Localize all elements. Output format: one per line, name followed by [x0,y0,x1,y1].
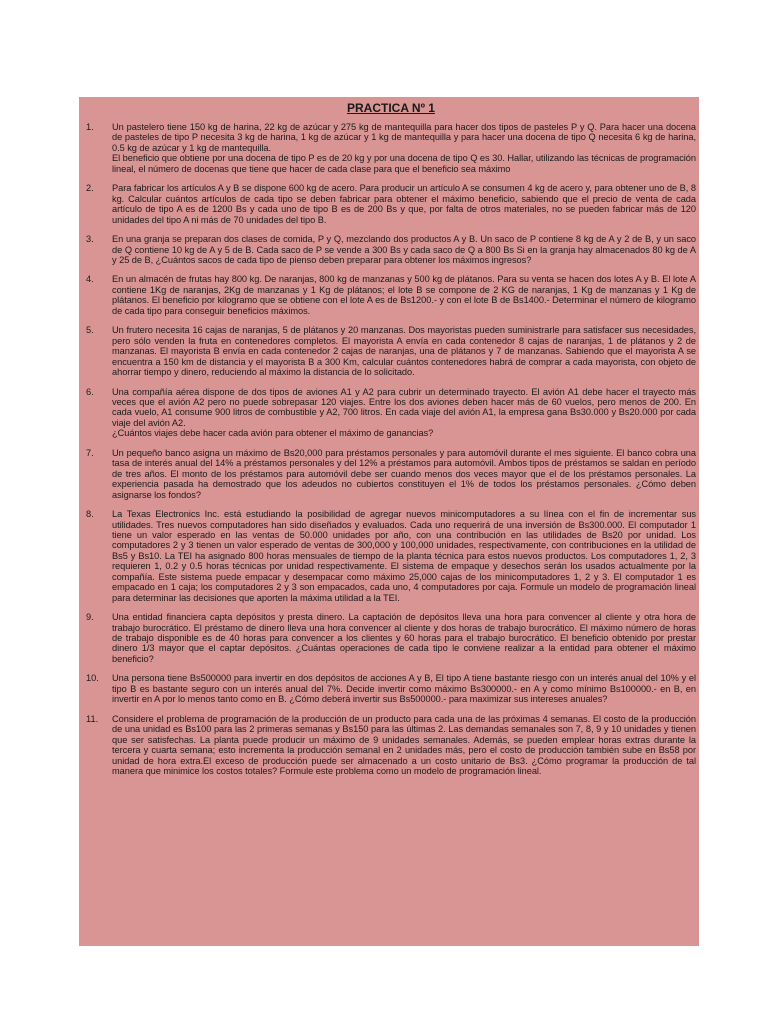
problem-text [112,387,696,439]
problem-text [112,612,696,664]
problem-text [112,714,696,777]
problem-paragraph: En un almacén de frutas hay 800 kg. De naranjas, 800 kg de manzanas y 500 kg de plátanos. Para su venta se hacen dos lotes A y B. El lote A contiene 1Kg de naranjas, 2Kg de manzanas y 1 Kg de plátanos; el lote B se compone de 2 KG de naranjas, 1 Kg de manzanas y 1 Kg de plátanos. El beneficio por kilogramo que se obtiene con el lote A es de Bs1200.- y con el lote B de Bs1400.- Determinar el número de kilogramo de cada tipo para conseguir beneficios máximos. [112,274,696,316]
problem-text [112,122,696,174]
problem-text [112,509,696,603]
problem-item [86,183,696,225]
problem-text [112,274,696,316]
problem-item [86,122,696,174]
problem-paragraph: Para fabricar los artículos A y B se dispone 600 kg de acero. Para producir un artículo A se consumen 4 kg de acero y, para obtener uno de B, 8 kg. Calcular cuántos artículos de cada tipo se deben fabricar para obtener el máximo beneficio, sabiendo que el precio de venta de cada artículo de tipo A es de 1200 Bs y cada uno de tipo B es de 200 Bs y que, por falta de otros materiales, no se pueden fabricar más de 120 unidades del tipo A ni más de 70 unidades del tipo B. [112,183,696,225]
problem-number: 2. [86,183,94,194]
problem-text [112,234,696,265]
problem-number: 1. [86,122,94,132]
problem-paragraph: Una persona tiene Bs500000 para invertir en dos depósitos de acciones A y B, El tipo A tiene bastante riesgo con un interés anual del 10% y el tipo B es bastante seguro con un interés anual del 7%. Decide invertir como máximo Bs300000.- en A y como mínimo Bs100000.- en B, en invertir en A por lo menos tanto como en B. ¿Cómo deberá invertir sus Bs500000.- para maximizar sus intereses anuales? [112,673,696,705]
problem-text [112,325,696,377]
problem-item [86,612,696,664]
problem-paragraph: ¿Cuántos viajes debe hacer cada avión para obtener el máximo de ganancias? [112,428,434,439]
problem-number: 4. [86,274,94,285]
problem-item [86,714,696,777]
problem-number: 11. [86,713,99,724]
problem-item [86,448,696,500]
problem-number: 5. [86,325,94,336]
problem-item [86,274,696,316]
problem-item [86,325,696,377]
problem-paragraph: Un frutero necesita 16 cajas de naranjas, 5 de plátanos y 20 manzanas. Dos mayoristas pueden suministrarle para satisfacer sus necesidades, pero sólo venden la fruta en contenedores completos. El mayorista A envía en cada contenedor 8 cajas de naranjas, 1 de plátanos y 2 de manzanas. El mayorista B envía en cada contenedor 2 cajas de naranjas, una de plátanos y 7 de manzanas. Sabiendo que el mayorista A se encuentra a 150 km de distancia y el mayorista B a 300 Km, calcular cuántos contenedores habrá de comprar a cada mayorista, con objeto de ahorrar tiempo y dinero, reduciendo al máximo la distancia de lo solicitado. [112,325,696,378]
problem-item [86,673,696,704]
problem-paragraph: Un pastelero tiene 150 kg de harina, 22 kg de azúcar y 275 kg de mantequilla para hacer dos tipos de pasteles P y Q. Para hacer una docena de pasteles de tipo P necesita 3 kg de harina, 1 kg de azúcar y 1 kg de mantequilla y para hacer una docena de tipo Q necesita 6 kg de harina, 0.5 kg de azúcar y 1 kg de mantequilla. [112,122,696,153]
problem-number: 9. [86,612,94,623]
problem-paragraph: Una entidad financiera capta depósitos y presta dinero. La captación de depósitos lleva una hora para convencer al cliente y otra hora de trabajo burocrático. El préstamo de dinero lleva una hora convencer al cliente y dos horas de trabajo burocrático. El máximo número de horas de trabajo disponible es de 40 horas para convencer a los clientes y 60 horas para el trabajo burocrático. El beneficio obtenido por prestar dinero 1/3 mayor que el captar depósitos. ¿Cuántas operaciones de cada tipo le conviene realizar a la entidad para obtener el máximo beneficio? [112,612,696,664]
document-page [79,97,699,946]
problem-paragraph: En una granja se preparan dos clases de comida, P y Q, mezclando dos productos A y B. Un saco de P contiene 8 kg de A y 2 de B, y un saco de Q contiene 10 kg de A y 5 de B. Cada saco de P se vende a 300 Bs y cada saco de Q a 800 Bs Si en la granja hay almacenados 80 kg de A y 25 de B, ¿Cuántos sacos de cada tipo de pienso deben preparar para obtener los máximos ingresos? [112,234,696,265]
problem-number: 3. [86,234,94,245]
problem-number: 7. [86,447,94,458]
problem-paragraph: La Texas Electronics Inc. está estudiando la posibilidad de agregar nuevos minicomputadores a su línea con el fin de incrementar sus utilidades. Tres nuevos computadores han sido diseñados y evaluados. Cada uno requerirá de una inversión de Bs300.000. El computador 1 tiene un valor esperado en las ventas de 50.000 unidades por año, con una contribución en las utilidades de Bs20 por unidad. Los computadores 2 y 3 tienen un valor esperado de ventas de 300,000 y 100,000 unidades, respectivamente, con contribuciones en la utilidad de Bs5 y Bs10. La TEI ha asignado 800 horas mensuales de tiempo de la planta técnica para estos nuevos productos. Los computadores 1, 2, 3 requieren 1, 0.2 y 0.5 horas técnicas por unidad respectivamente. El sistema de empaque y desechos serán los usados actualmente por la compañía. Este sistema puede empacar y desempacar como máximo 25,000 cajas de los minicomputadores 1, 2 y 3. El computador 1 es empacado en 1 caja; los computadores 2 y 3 son empacados, cada uno, 4 computadores por caja. Formule un modelo de programación lineal para determinar las decisiones que aporten la máxima utilidad a la TEI. [112,509,696,603]
problem-paragraph: Considere el problema de programación de la producción de un producto para cada una de las próximas 4 semanas. El costo de la producción de una unidad es Bs100 para las 2 primeras semanas y Bs150 para las últimas 2. Las demandas semanales son 7, 8, 9 y 10 unidades y tienen que ser satisfechas. La planta puede producir un máximo de 9 unidades semanales. Además, se pueden emplear horas extras durante la tercera y cuarta semana; esto incrementa la producción semanal en 2 unidades más, pero el costo de producción también sube en Bs58 por unidad de hora extra.El exceso de producción puede ser almacenado a un costo unitario de Bs3. ¿Cómo programar la producción de tal manera que minimice los costos totales? Formule este problema como un modelo de programación lineal. [112,713,696,777]
problem-text [112,448,696,500]
problem-number: 10. [86,673,99,684]
problem-item [86,234,696,265]
problem-paragraph: Un pequeño banco asigna un máximo de Bs20,000 para préstamos personales y para automóvil durante el mes siguiente. El banco cobra una tasa de interés anual del 14% a préstamos personales y del 12% a préstamos para automóvil. Ambos tipos de préstamos se saldan en período de tres años. El monto de los préstamos para automóvil debe ser cuando menos dos veces mayor que el de los préstamos personales. La experiencia pasada ha demostrado que los adeudos no cubiertos constituyen el 1% de todos los préstamos personales. ¿Cómo deben asignarse los fondos? [112,447,696,500]
problem-item [86,387,696,439]
problem-item [86,509,696,603]
page-title: PRACTICA Nº 1 [347,101,435,115]
problem-list [86,122,696,776]
problem-paragraph: El beneficio que obtiene por una docena de tipo P es de 20 kg y por una docena de tipo Q es 30. Hallar, utilizando las técnicas de programación lineal, el número de docenas que tiene que hacer de cada clase para que el beneficio sea máximo [112,153,696,174]
problem-paragraph: Una compañía aérea dispone de dos tipos de aviones A1 y A2 para cubrir un determinado trayecto. El avión A1 debe hacer el trayecto más veces que el avión A2 pero no puede sobrepasar 120 viajes. Entre los dos aviones deben hacer más de 60 vuelos, pero menos de 200. En cada vuelo, A1 consume 900 litros de combustible y A2, 700 litros. En cada viaje del avión A1, la empresa gana Bs30.000 y Bs20.000 por cada viaje del avión A2. [112,386,696,428]
problem-number: 8. [86,509,94,520]
problem-text [112,673,696,704]
problem-number: 6. [86,386,94,397]
problem-text [112,183,696,225]
